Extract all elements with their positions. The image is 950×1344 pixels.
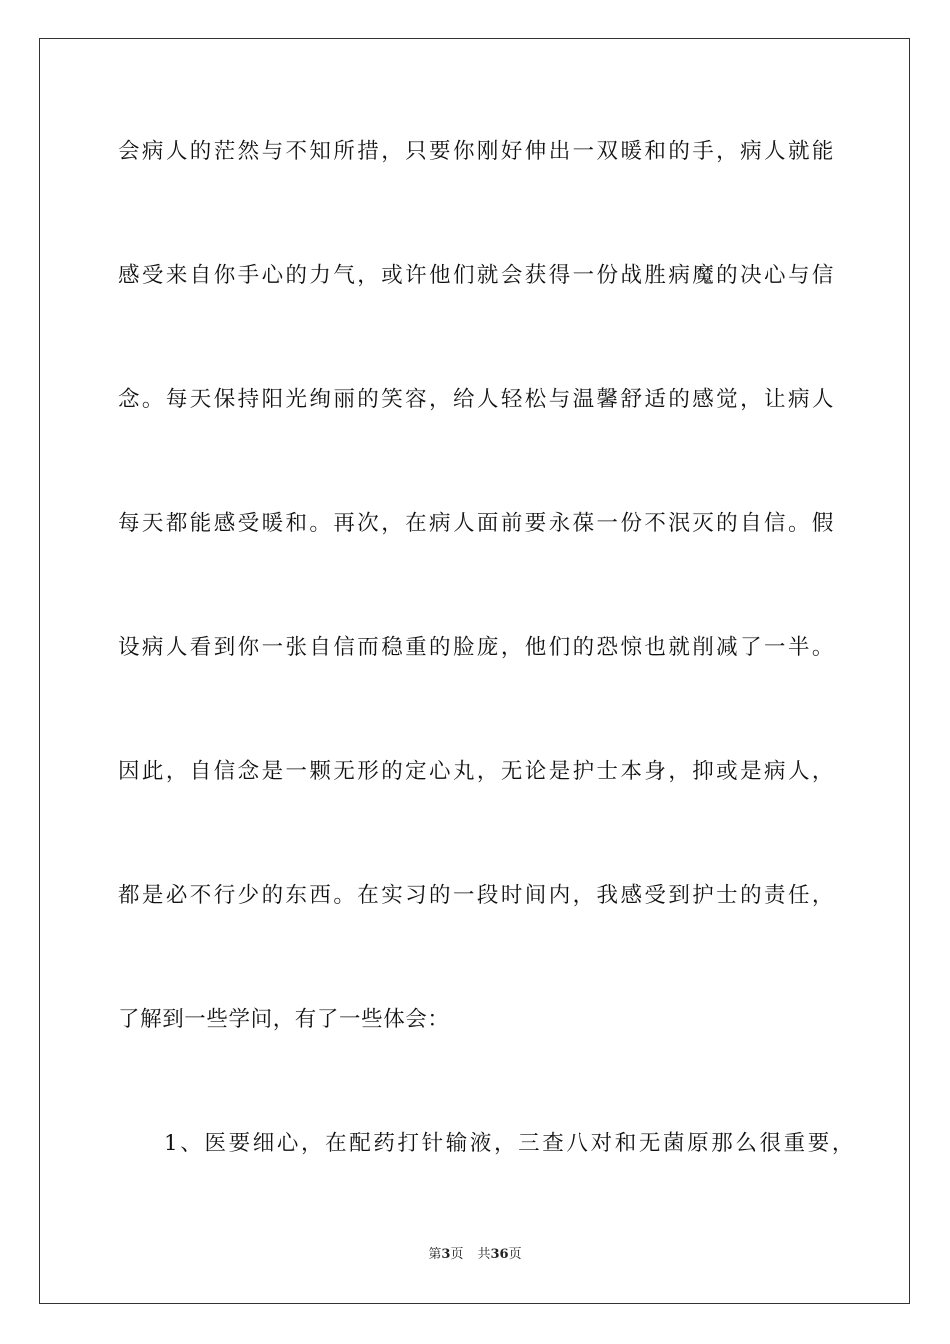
text-line: 会病人的茫然与不知所措，只要你刚好伸出一双暖和的手，病人就能 <box>118 139 834 164</box>
page-footer <box>0 1246 950 1264</box>
text-line: 设病人看到你一张自信而稳重的脸庞，他们的恐惊也就削减了一半。 <box>118 635 834 660</box>
total-suffix: 页 <box>508 1247 522 1262</box>
text-line: 都是必不行少的东西。在实习的一段时间内，我感受到护士的责任， <box>118 883 834 908</box>
page-border <box>39 38 910 1304</box>
total-page-count: 36 <box>490 1247 509 1262</box>
text-line: 因此，自信念是一颗无形的定心丸，无论是护士本身，抑或是病人， <box>118 759 834 784</box>
text-line: 念。每天保持阳光绚丽的笑容，给人轻松与温馨舒适的感觉，让病人 <box>118 387 834 412</box>
page-suffix: 页 <box>450 1247 464 1262</box>
list-item-line: 1、医要细心，在配药打针输液，三查八对和无菌原那么很重要， <box>164 1131 854 1156</box>
total-prefix: 共 <box>477 1247 491 1262</box>
text-line: 了解到一些学问，有了一些体会： <box>118 1007 450 1032</box>
page-prefix: 第 <box>428 1247 442 1262</box>
current-page-number: 3 <box>441 1247 451 1262</box>
text-line: 每天都能感受暖和。再次，在病人面前要永葆一份不泯灭的自信。假 <box>118 511 834 536</box>
text-line: 感受来自你手心的力气，或许他们就会获得一份战胜病魔的决心与信 <box>118 263 834 288</box>
